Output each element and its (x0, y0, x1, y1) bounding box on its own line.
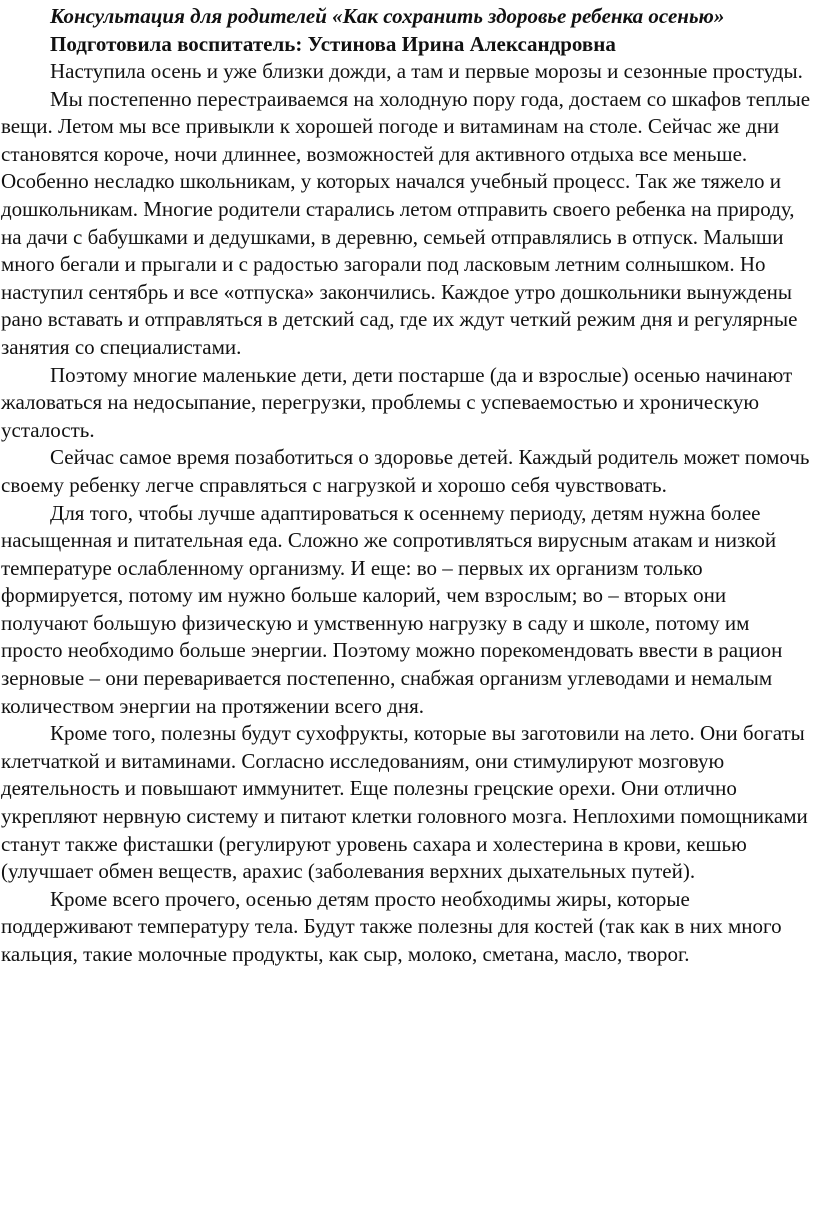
paragraph: Сейчас самое время позаботиться о здоровье детей. Каждый родитель может помочь своему ребенку легче справляться с нагрузкой и хорошо себя чувствовать. (1, 445, 810, 497)
paragraph: Мы постепенно перестраиваемся на холодную пору года, достаем со шкафов теплые вещи. Летом мы все привыкли к хорошей погоде и витаминам на столе. Сейчас же дни становятся короче, ночи длиннее, возможностей для активного отдыха все меньше. Особенно несладко школьникам, у которых начался учебный процесс. Так же тяжело и дошкольникам. Многие родители старались летом отправить своего ребенка на природу, на дачи с бабушками и дедушками, в деревню, семьей отправлялись в отпуск. Малыши много бегали и прыгали и с радостью загорали под ласковым летним солнышком. Но наступил сентябрь и все «отпуска» закончились. Каждое утро дошкольники вынуждены рано вставать и отправляться в детский сад, где их ждут четкий режим дня и регулярные занятия со специалистами. (1, 86, 811, 359)
paragraph: Наступила осень и уже близки дожди, а там и первые морозы и сезонные простуды. (50, 59, 803, 83)
document-author: Подготовила воспитатель: Устинова Ирина Александровна (50, 32, 616, 56)
paragraph: Кроме того, полезны будут сухофрукты, которые вы заготовили на лето. Они богаты клетчаткой и витаминами. Согласно исследованиям, они стимулируют мозговую деятельность и повышают иммунитет. Еще полезны грецские орехи. Они отлично укрепляют нервную систему и питают клетки головного мозга. Неплохими помощниками станут также фисташки (регулируют уровень сахара и холестерина в крови, кешью (улучшает обмен веществ, арахис (заболевания верхних дыхательных путей). (1, 721, 808, 884)
paragraph: Для того, чтобы лучше адаптироваться к осеннему периоду, детям нужна более насыщенная и питательная еда. Сложно же сопротивляться вирусным атакам и низкой температуре ослабленному организму. И еще: во – первых их организм только формируется, потому им нужно больше калорий, чем взрослым; во – вторых они получают большую физическую и умственную нагрузку в саду и школе, потому им просто необходимо больше энергии. Поэтому можно порекомендовать ввести в рацион зерновые – они переваривается постепенно, снабжая организм углеводами и немалым количеством энергии на протяжении всего дня. (1, 500, 783, 718)
paragraph: Поэтому многие маленькие дети, дети постарше (да и взрослые) осенью начинают жаловаться на недосыпание, перегрузки, проблемы с успеваемостью и хроническую усталость. (1, 362, 793, 442)
paragraph: Кроме всего прочего, осенью детям просто необходимы жиры, которые поддерживают температуру тела. Будут также полезны для костей (так как в них много кальция, такие молочные продукты, как сыр, молоко, сметана, масло, творог. (1, 886, 782, 966)
document-title: Консультация для родителей «Как сохранить здоровье ребенка осенью» (50, 4, 725, 28)
